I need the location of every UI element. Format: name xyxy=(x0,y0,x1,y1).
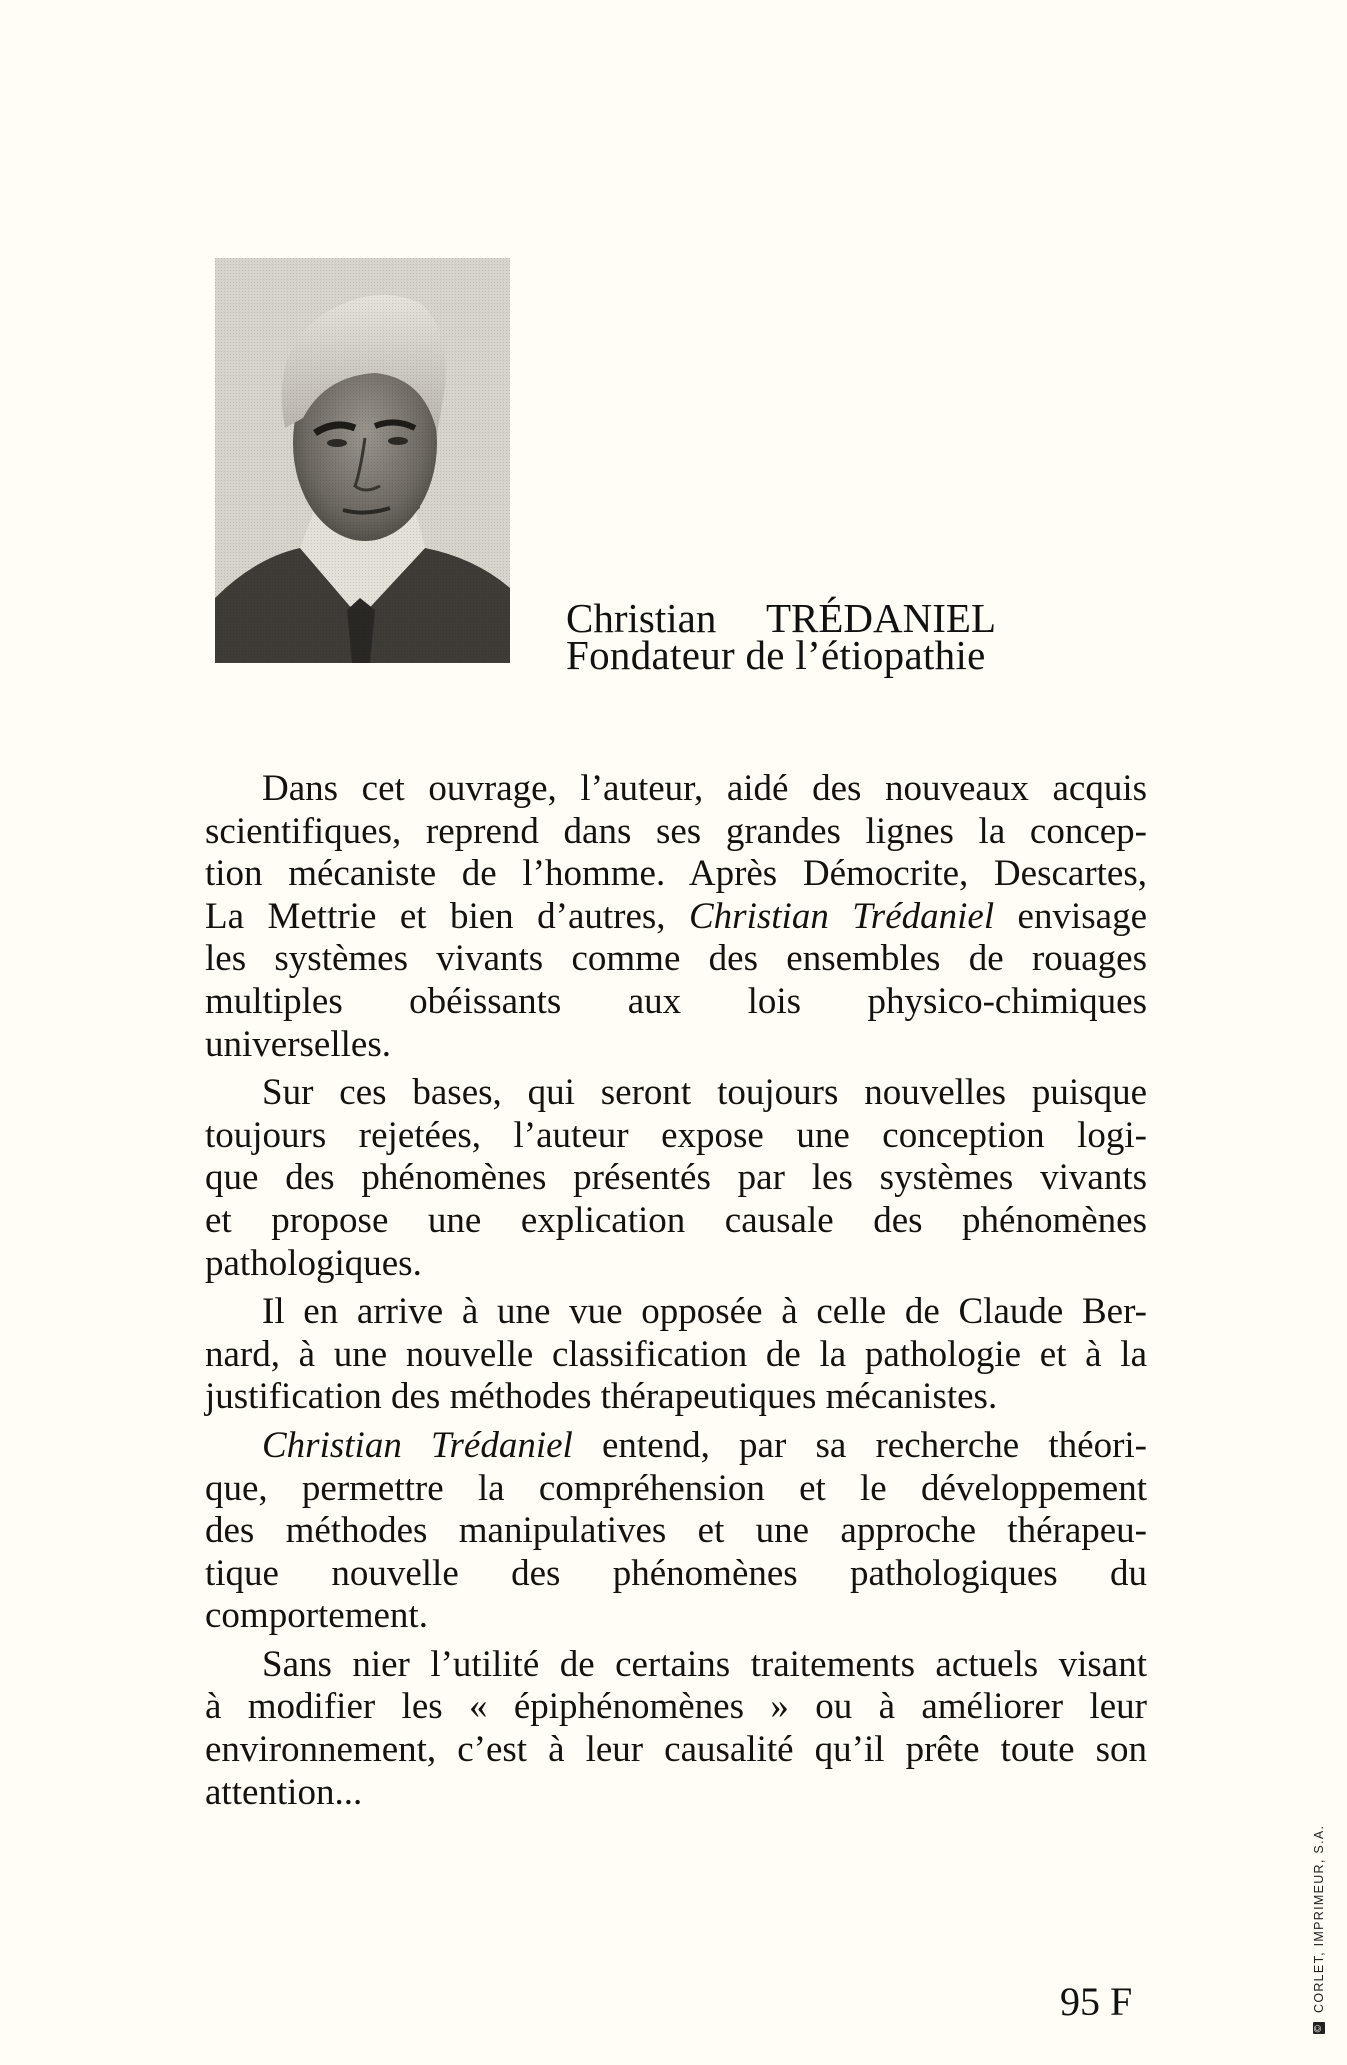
blurb-line xyxy=(205,1072,1147,1115)
blurb-text: scientifiques, reprend dans ses grandes lignes la concep- xyxy=(205,810,1147,852)
price-label: 95 F xyxy=(1060,1979,1133,2024)
blurb-line xyxy=(205,1200,1147,1243)
blurb-line xyxy=(205,1425,1147,1468)
blurb-text: Dans cet ouvrage, l’auteur, aidé des nouveaux acquis xyxy=(262,768,1147,809)
blurb-line xyxy=(205,768,1147,811)
blurb-text: tique nouvelle des phénomènes pathologiques du xyxy=(205,1552,1147,1594)
printer-credit xyxy=(1312,1825,1326,2034)
blurb-text: des méthodes manipulatives et une approche thérapeu- xyxy=(205,1510,1147,1552)
blurb-text: environnement, c’est à leur causalité qu’il prête toute son xyxy=(205,1729,1147,1771)
blurb-text: universelles. xyxy=(205,1023,391,1065)
author-portrait-photo xyxy=(215,258,510,663)
blurb-paragraph xyxy=(205,1291,1147,1419)
blurb-line xyxy=(205,1115,1147,1158)
author-title: Fondateur de l’étiopathie xyxy=(566,632,986,678)
blurb-line xyxy=(205,1595,1147,1638)
blurb-paragraph xyxy=(205,1072,1147,1285)
blurb-text: et propose une explication causale des phénomènes xyxy=(205,1199,1147,1241)
blurb-text: que des phénomènes présentés par les systèmes vivants xyxy=(205,1157,1147,1199)
blurb-line xyxy=(205,1772,1147,1815)
blurb-paragraph xyxy=(205,1425,1147,1638)
author-first-name: Christian xyxy=(566,595,717,641)
printer-credit-text: CORLET, IMPRIMEUR, S.A. xyxy=(1312,1824,1326,2013)
blurb-line xyxy=(205,938,1147,981)
blurb-text: que, permettre la compréhension et le développement xyxy=(205,1467,1147,1509)
blurb-text: multiples obéissants aux lois physico-chimiques xyxy=(205,980,1147,1022)
blurb-text: nard, à une nouvelle classification de la pathologie et à la xyxy=(205,1333,1147,1375)
blurb-line xyxy=(205,1334,1147,1377)
blurb-line xyxy=(205,1157,1147,1200)
blurb-line xyxy=(205,981,1147,1024)
blurb-text: La Mettrie et bien d’autres, xyxy=(205,895,689,937)
blurb-text: pathologiques. xyxy=(205,1242,422,1284)
blurb-line xyxy=(205,896,1147,939)
blurb-text: attention... xyxy=(205,1771,363,1813)
blurb-line xyxy=(205,1729,1147,1772)
blurb-line xyxy=(205,1291,1147,1334)
blurb-line xyxy=(205,1024,1147,1067)
author-block xyxy=(566,595,996,678)
blurb-line xyxy=(205,1510,1147,1553)
blurb-text: toujours rejetées, l’auteur expose une conception logi- xyxy=(205,1114,1147,1156)
blurb-text: Sans nier l’utilité de certains traitements actuels visant xyxy=(262,1643,1147,1685)
blurb-text: Sur ces bases, qui seront toujours nouvelles puisque xyxy=(262,1072,1147,1114)
blurb-paragraph xyxy=(205,768,1147,1066)
blurb-text: comportement. xyxy=(205,1595,428,1637)
blurb-paragraph xyxy=(205,1644,1147,1814)
blurb-line xyxy=(205,853,1147,896)
blurb-text: envisage xyxy=(994,895,1148,937)
blurb-text: tion mécaniste de l’homme. Après Démocrite, Descartes, xyxy=(205,853,1147,895)
blurb-text: les systèmes vivants comme des ensembles de rouages xyxy=(205,938,1147,980)
author-last-name: TRÉDANIEL xyxy=(765,595,996,641)
portrait-icon xyxy=(215,258,510,663)
blurb-text: à modifier les « épiphénomènes » ou à améliorer leur xyxy=(205,1686,1147,1728)
blurb-line xyxy=(205,1553,1147,1596)
blurb-text: Il en arrive à une vue opposée à celle de Claude Ber- xyxy=(262,1291,1147,1333)
copyright-icon: © xyxy=(1313,2023,1324,2033)
cover-blurb xyxy=(205,768,1147,1820)
blurb-line xyxy=(205,1243,1147,1286)
blurb-text: justification des méthodes thérapeutiques mécanistes. xyxy=(205,1376,998,1418)
blurb-text: entend, par sa recherche théori- xyxy=(572,1424,1147,1466)
blurb-line xyxy=(205,1686,1147,1729)
blurb-line xyxy=(205,811,1147,854)
author-name-italic: Christian Trédaniel xyxy=(262,1424,573,1466)
author-name-italic: Christian Trédaniel xyxy=(689,895,995,937)
blurb-line xyxy=(205,1468,1147,1511)
blurb-line xyxy=(205,1376,1147,1419)
blurb-line xyxy=(205,1644,1147,1687)
